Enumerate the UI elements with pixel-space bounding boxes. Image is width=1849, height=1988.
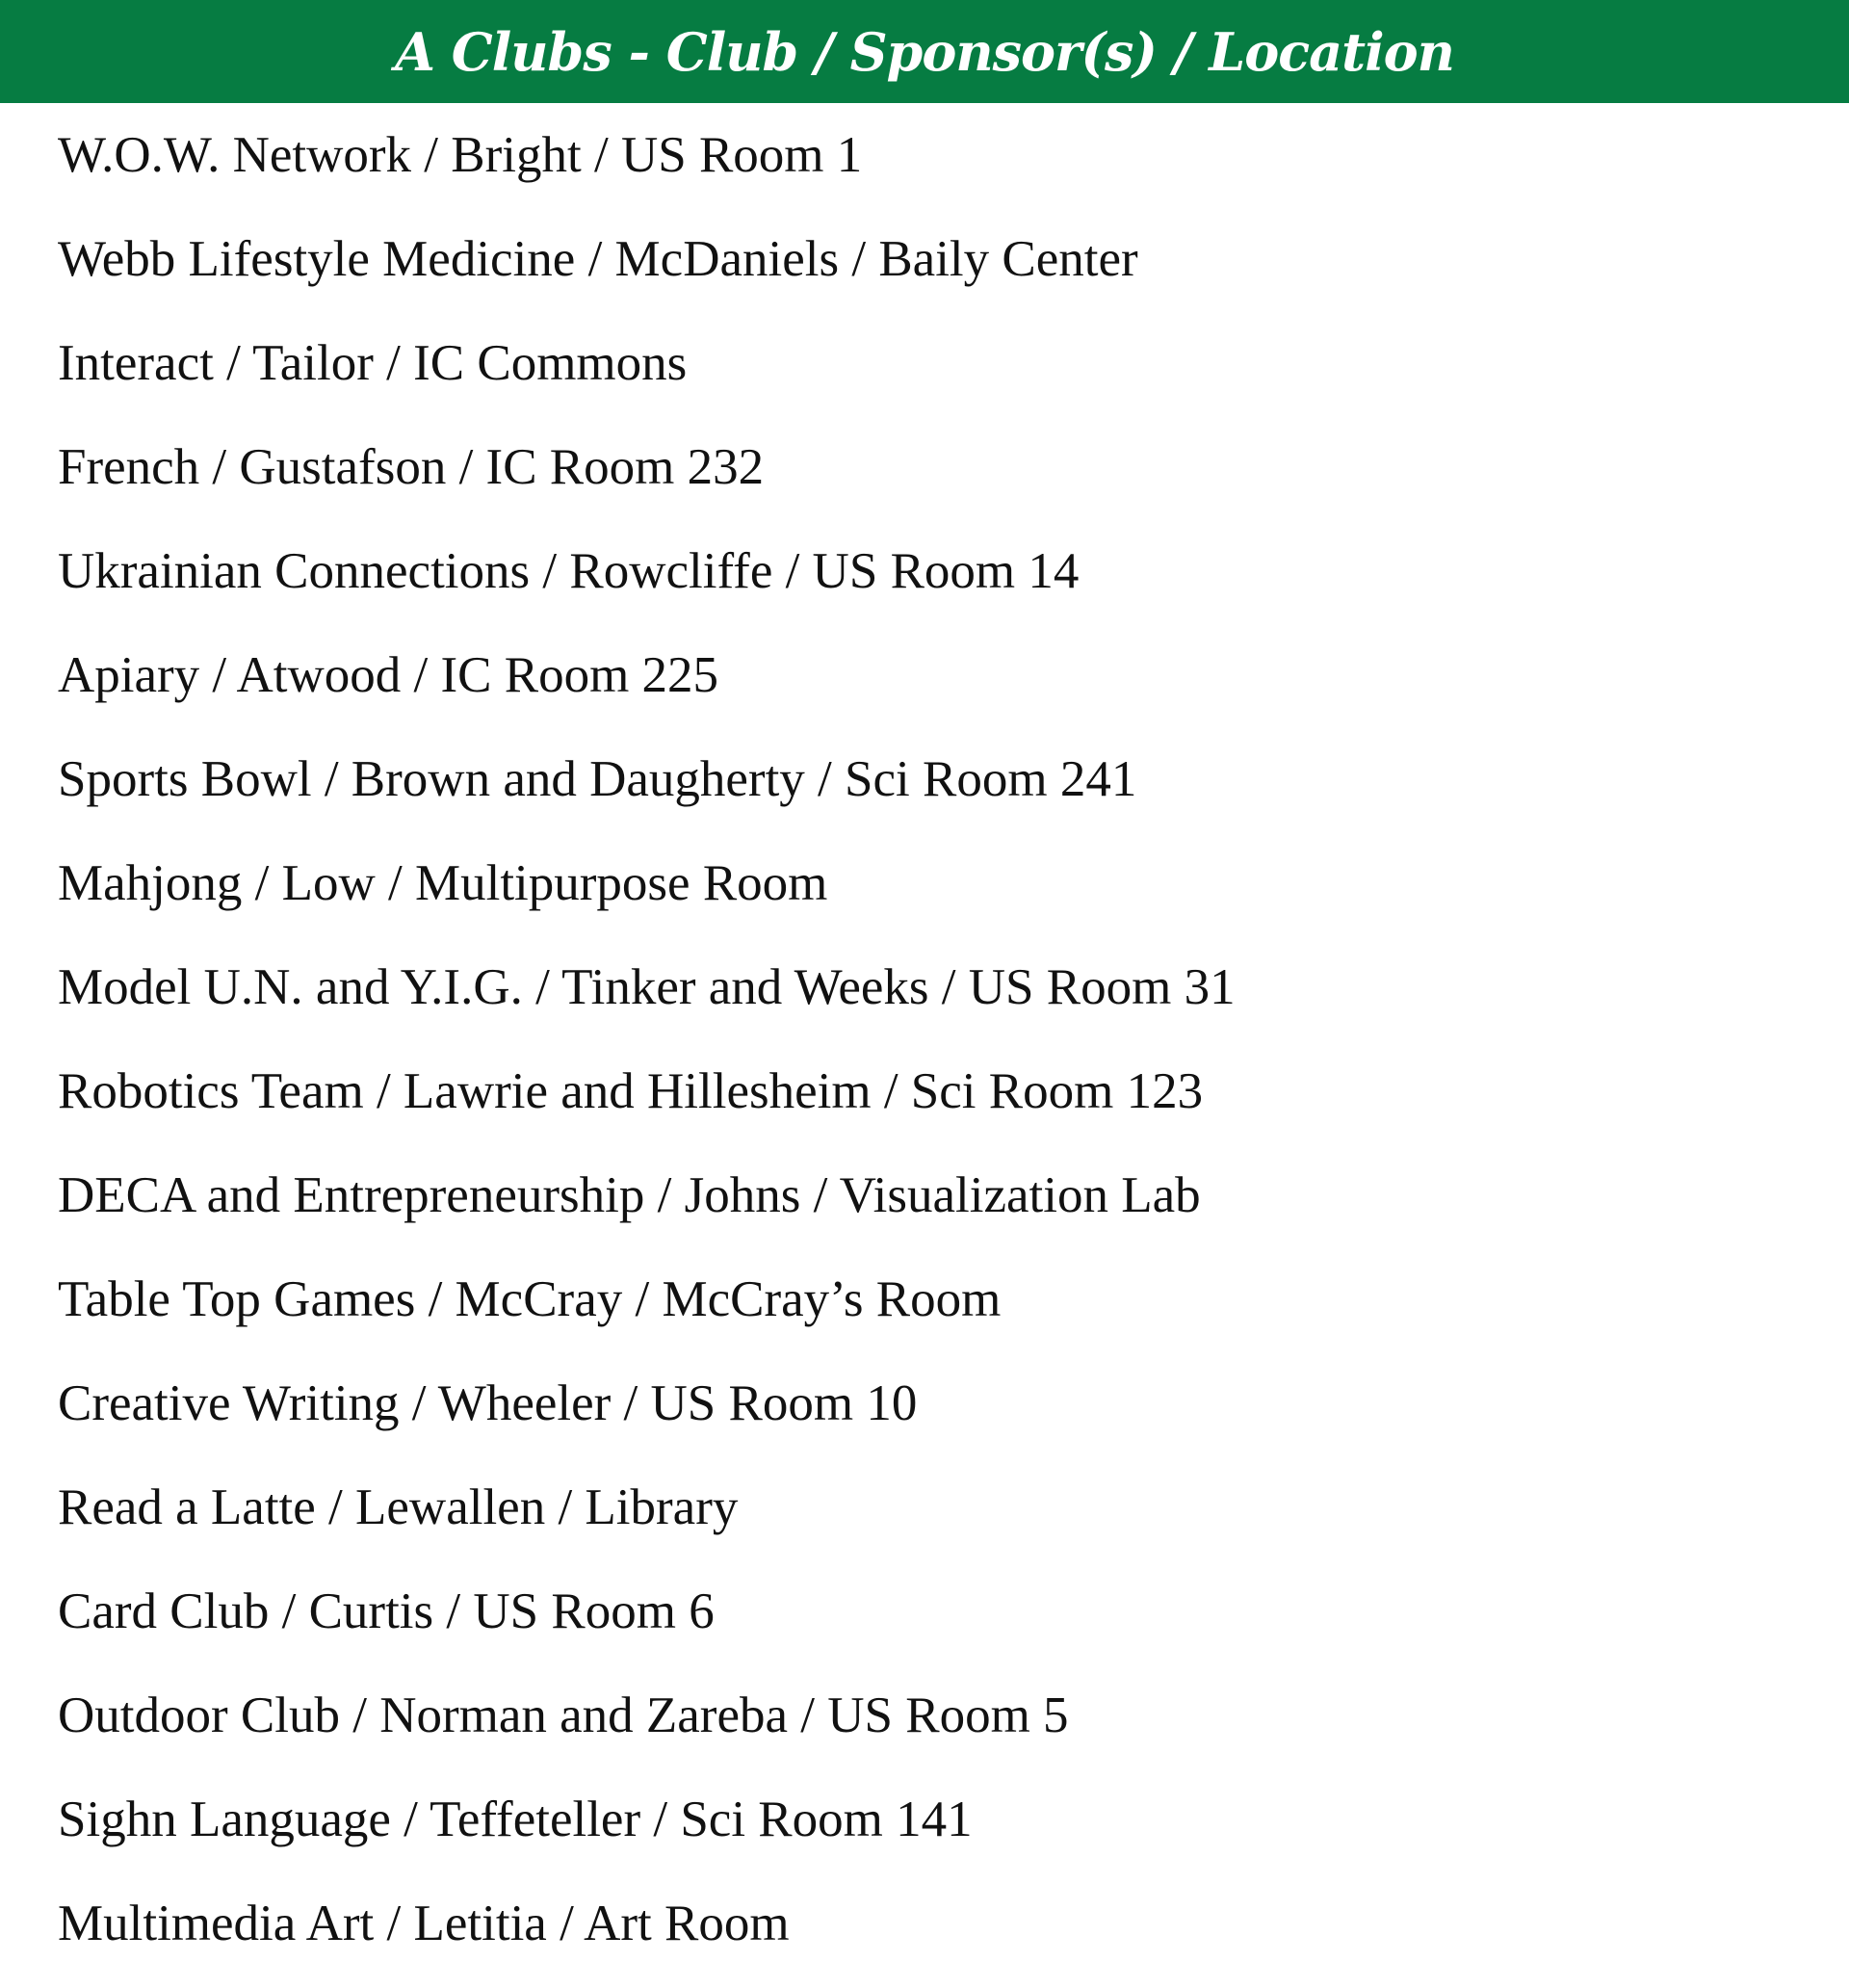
list-item: Mahjong / Low / Multipurpose Room xyxy=(58,855,828,911)
list-item: French / Gustafson / IC Room 232 xyxy=(58,439,765,495)
list-item: Outdoor Club / Norman and Zareba / US Room 5 xyxy=(58,1687,1069,1743)
header-banner xyxy=(0,0,1849,103)
list-item: Ukrainian Connections / Rowcliffe / US Room 14 xyxy=(58,543,1080,599)
club-list xyxy=(58,116,1791,1988)
list-item: Robotics Team / Lawrie and Hillesheim / Sci Room 123 xyxy=(58,1063,1204,1119)
page-title: A Clubs - Club / Sponsor(s) / Location xyxy=(395,20,1454,83)
list-item: Card Club / Curtis / US Room 6 xyxy=(58,1583,715,1639)
list-item: Sports Bowl / Brown and Daugherty / Sci Room 241 xyxy=(58,751,1137,807)
list-item: Multimedia Art / Letitia / Art Room xyxy=(58,1896,790,1951)
list-item: Creative Writing / Wheeler / US Room 10 xyxy=(58,1375,918,1431)
list-item: Sighn Language / Teffeteller / Sci Room 141 xyxy=(58,1792,973,1847)
list-item: Model U.N. and Y.I.G. / Tinker and Weeks / US Room 31 xyxy=(58,959,1236,1015)
list-item: W.O.W. Network / Bright / US Room 1 xyxy=(58,127,863,183)
list-item: Read a Latte / Lewallen / Library xyxy=(58,1479,739,1535)
list-item: Table Top Games / McCray / McCray’s Room xyxy=(58,1271,1002,1327)
list-item: DECA and Entrepreneurship / Johns / Visualization Lab xyxy=(58,1167,1201,1223)
list-item: Webb Lifestyle Medicine / McDaniels / Baily Center xyxy=(58,231,1138,287)
list-item: Apiary / Atwood / IC Room 225 xyxy=(58,647,719,703)
list-item: Interact / Tailor / IC Commons xyxy=(58,335,688,391)
